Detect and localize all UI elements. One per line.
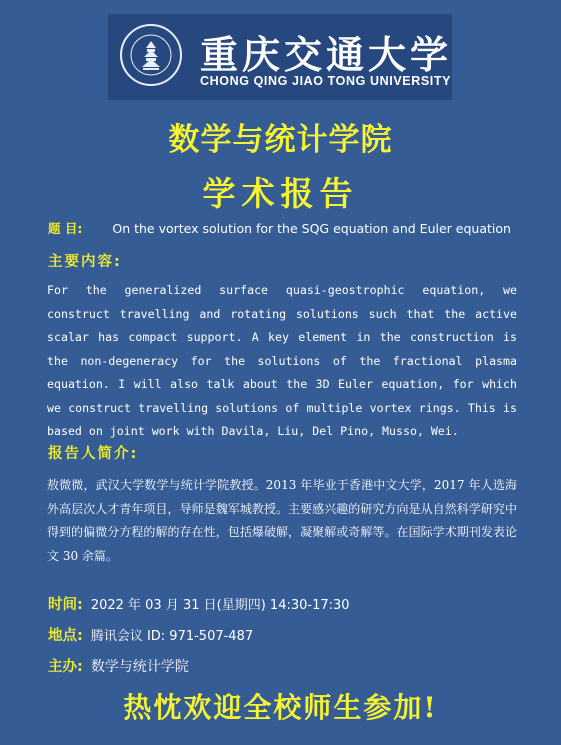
host-row (48, 655, 189, 676)
event-title: 学术报告 (202, 174, 359, 213)
content-paragraph: For the generalized surface quasi-geostrophic equation, we construct travelling and rotating solutions such that the active scalar has compact support. A key element in the construction is the non-degeneracy for the solutions of the fractional plasma equation. I will also talk about the 3D Euler equation, for which we construct travelling solutions of multiple vortex rings. This is based on joint work with Davila, Liu, Del Pino, Musso, Wei. (47, 283, 517, 438)
content-heading: 主要内容: (48, 254, 122, 270)
place-value: 腾讯会议 ID: 971-507-487 (90, 629, 254, 644)
time-value: 2022 年 03 月 31 日(星期四) 14:30-17:30 (90, 598, 350, 613)
topic-text: On the vortex solution for the SQG equation and Euler equation (112, 221, 511, 236)
place-label: 地点: (48, 628, 83, 644)
welcome-message: 热忱欢迎全校师生参加! (123, 691, 438, 724)
time-label: 时间: (48, 597, 83, 613)
topic-label: 题 目: (48, 221, 83, 236)
topic-row (48, 219, 511, 237)
university-name-cn: 重庆交通大学 (200, 32, 453, 77)
speaker-heading: 报告人简介: (48, 446, 139, 462)
time-row (48, 593, 350, 614)
university-name-en: CHONG QING JIAO TONG UNIVERSITY (200, 74, 452, 88)
speaker-bio: 敖微微，武汉大学数学与统计学院教授。2013 年毕业于香港中文大学，2017 年人选海外高层次人才青年项目，导师是魏军城教授。主要感兴趣的研究方向是从自然科学研究中得到的偏微分方程的解的存在性，包括爆破解，凝聚解或奇解等。在国际学术期刊发表论文 30 余篇。 (47, 478, 517, 563)
university-seal-icon (120, 24, 182, 86)
host-value: 数学与统计学院 (90, 659, 189, 675)
host-label: 主办: (48, 659, 83, 675)
place-row (48, 624, 253, 645)
university-banner (108, 14, 452, 100)
school-title: 数学与统计学院 (168, 122, 393, 158)
